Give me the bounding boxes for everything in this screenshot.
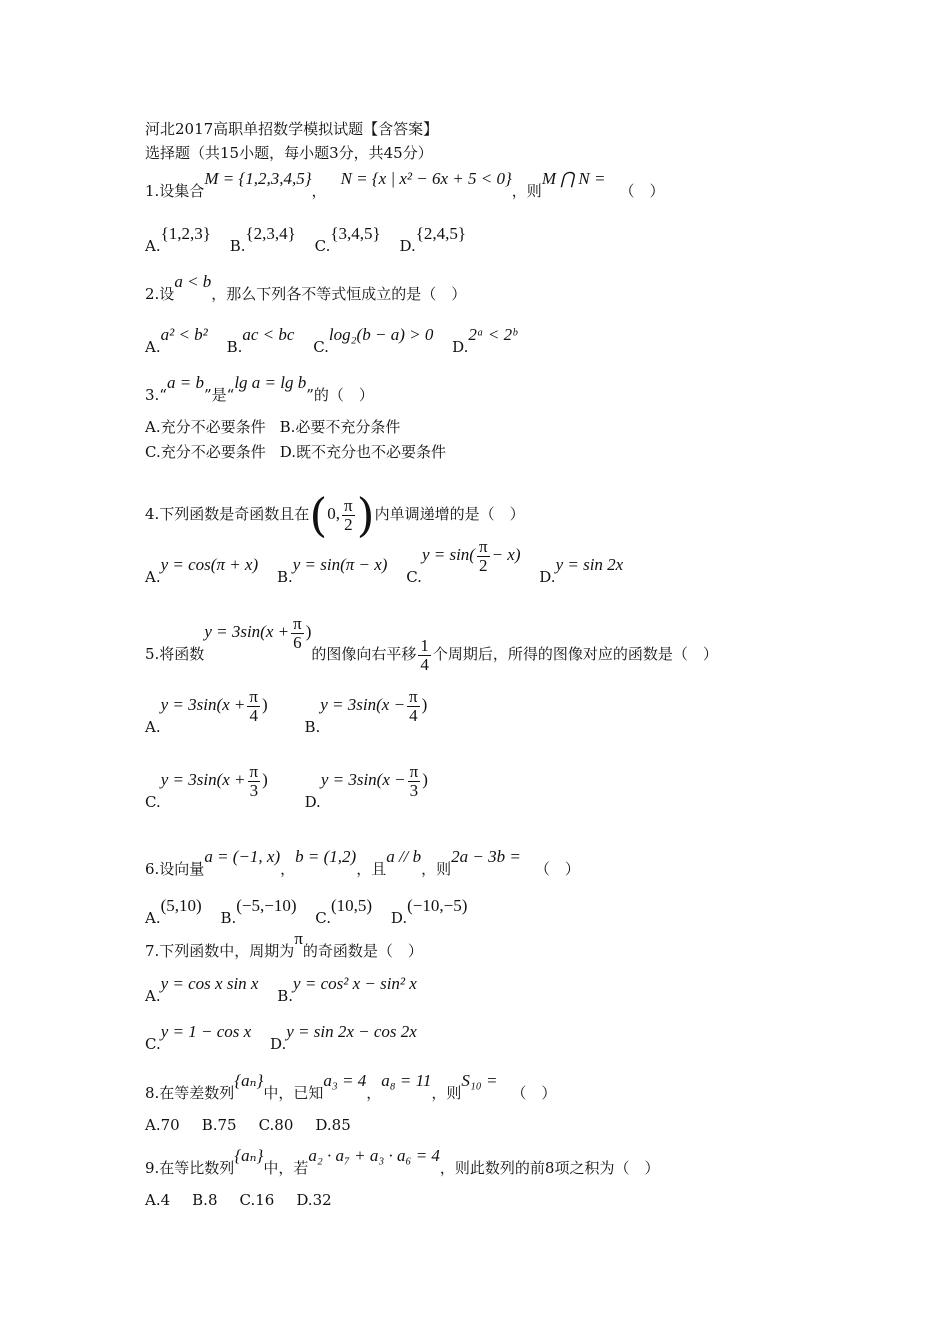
text-questions-4-six: 6: [293, 632, 302, 652]
text-questions-5-sep1: ，: [280, 860, 296, 878]
text-questions-5-options-6: D.: [390, 909, 408, 927]
text-questions-5-tail: （ ）: [534, 860, 580, 878]
text-questions-4-tail: 个周期后，所得的图像对应的函数是（ ）: [432, 645, 718, 663]
text-questions-4-m1b: ): [305, 622, 312, 641]
text-questions-1-m1: a < b: [174, 272, 212, 291]
text-questions-2-options-2: C.充分不必要条件: [145, 443, 266, 461]
text-questions-7-prefix: 8.在等差数列: [145, 1084, 235, 1102]
text-questions-3-tail: 内单调递增的是（ ）: [374, 505, 525, 523]
text-questions-7-m2: a₃ = 4: [323, 1071, 367, 1090]
text-questions-7-options-1: B.75: [201, 1116, 237, 1134]
text-questions-7-sep: ，: [366, 1084, 382, 1102]
text-questions-6-m1: π: [294, 929, 303, 948]
document-title: 河北2017高职单招数学模拟试题【含答案】: [145, 120, 439, 138]
text-questions-8-options-1: B.8: [192, 1191, 218, 1209]
question-1: [145, 169, 665, 202]
text-questions-4-options-0-n: π: [249, 686, 258, 706]
text-questions-8-m1: {aₙ}: [234, 1146, 264, 1165]
text-questions-4-pi: π: [293, 613, 302, 633]
text-questions-4-options-0-post: ): [262, 695, 268, 714]
text-questions-5-options-4: C.: [315, 909, 332, 927]
question-3-options-row2: [145, 441, 446, 463]
text-questions-7-options-3: D.85: [315, 1116, 351, 1134]
text-questions-3-pi: π: [344, 495, 353, 515]
question-7: [145, 929, 423, 962]
text-questions-6-tail: 的奇函数是（ ）: [302, 942, 423, 960]
text-questions-7-tail: （ ）: [511, 1084, 557, 1102]
text-questions-3-options-1: y = cos(π + x): [160, 555, 259, 574]
text-questions-1-options-0: A.: [145, 338, 161, 356]
question-6-options: [145, 896, 468, 929]
text-questions-5-options-0: A.: [145, 909, 161, 927]
text-questions-4-options-1-label: B.: [304, 718, 321, 736]
text-questions-8-options-3: D.32: [296, 1191, 332, 1209]
text-questions-3-prefix: 4.下列函数是奇函数且在: [145, 505, 310, 523]
text-questions-1-options-6: D.: [452, 338, 469, 356]
text-questions-5-options-5: (10,5): [331, 896, 373, 915]
text-questions-0-tail: （ ）: [619, 182, 665, 200]
text-questions-5-m4: 2a − 3b =: [451, 847, 521, 866]
text-questions-7-m3: a₈ = 11: [381, 1071, 432, 1090]
question-3-options-row1: [145, 416, 400, 438]
question-8-options: [145, 1114, 351, 1136]
text-questions-7-options-2: C.80: [258, 1116, 294, 1134]
text-questions-3-two: 2: [344, 514, 353, 534]
text-questions-1-tail: ，那么下列各不等式恒成立的是（ ）: [211, 285, 467, 303]
text-questions-5-options-1: (5,10): [160, 896, 202, 915]
text-questions-8-tail: ，则此数列的前8项之积为（ ）: [439, 1159, 660, 1177]
text-questions-1-options-2: B.: [226, 338, 243, 356]
question-6: [145, 847, 580, 880]
text-questions-4-options-3-post: ): [422, 770, 428, 789]
text-questions-4-options-0-label: A.: [145, 718, 161, 736]
text-questions-4-one: 1: [420, 636, 429, 655]
text-questions-8-options-2: C.16: [239, 1191, 275, 1209]
text-questions-5-prefix: 6.设向量: [145, 860, 205, 878]
text-questions-4-options-3-pre: y = 3sin(x −: [320, 770, 406, 789]
text-questions-0-sep2: ，则: [511, 182, 542, 200]
text-questions-3-options-4: C.: [406, 568, 422, 586]
text-questions-1-prefix: 2.设: [145, 285, 175, 303]
text-questions-2-mid: ”是“: [203, 386, 235, 404]
text-questions-2-options-0: A.充分不必要条件: [145, 418, 266, 436]
text-questions-2-m2: lg a = lg b: [234, 373, 307, 392]
text-questions-0-options-6: D.: [399, 237, 416, 255]
text-questions-2-options-3: D.既不充分也不必要条件: [279, 443, 446, 461]
question-4: 4.下列函数是奇函数且在(0, $\frac{\pi}{2}$ )内单调递增的是（ ）: [145, 488, 525, 542]
text-questions-3-options-6: π: [478, 536, 488, 556]
text-questions-5-m1: a = (−1, x): [204, 847, 281, 866]
text-questions-1-options-3: ac < bc: [242, 325, 295, 344]
text-questions-3-options-8: − x): [491, 545, 521, 564]
text-questions-0-m1: M = {1,2,3,4,5}: [204, 169, 312, 188]
text-questions-3-interval_left: 0,: [327, 504, 341, 523]
text-questions-3-options-5: y = sin(: [421, 545, 475, 564]
text-questions-4-options-1-n: π: [409, 686, 418, 706]
text-questions-1-options-1: a² < b²: [160, 325, 208, 344]
text-questions-0-sep1: ，: [311, 182, 327, 200]
text-questions-3-options-7: 2: [479, 555, 488, 575]
text-questions-8-prefix: 9.在等比数列: [145, 1159, 235, 1177]
text-questions-7-m1: {aₙ}: [234, 1071, 264, 1090]
text-questions-6-options-1: y = cos x sin x: [160, 974, 259, 993]
text-questions-3-options-10: y = sin 2x: [555, 555, 624, 574]
text-questions-2-m1: a = b: [166, 373, 204, 392]
text-questions-3-options-0: A.: [145, 568, 161, 586]
text-questions-0-options-2: B.: [229, 237, 246, 255]
text-questions-7-m4: S₁₀ =: [461, 1071, 498, 1090]
text-questions-1-options-4: C.: [313, 338, 329, 356]
text-questions-7-options-0: A.70: [145, 1116, 180, 1134]
text-questions-7-mid1: 中，已知: [263, 1084, 324, 1102]
text-questions-8-m2: a₂ · a₇ + a₃ · a₆ = 4: [308, 1146, 440, 1165]
text-questions-4-options-3-n: π: [409, 761, 419, 781]
text-questions-6-options-5: y = 1 − cos x: [160, 1022, 252, 1041]
text-questions-0-m3: M ⋂ N =: [541, 169, 606, 188]
text-questions-6-options-3: y = cos² x − sin² x: [293, 974, 417, 993]
text-questions-2-tail: ”的（ ）: [306, 386, 374, 404]
text-questions-6-prefix: 7.下列函数中，周期为: [145, 942, 295, 960]
text-questions-0-options-3: {2,3,4}: [245, 224, 296, 243]
text-questions-5-sep3: ，则: [421, 860, 452, 878]
question-5-options-row1: [145, 686, 428, 754]
text-questions-4-options-1-d: 4: [409, 705, 418, 725]
text-questions-1-options-5: log₂(b − a) > 0: [328, 325, 434, 344]
question-7-options-row1: [145, 974, 417, 1007]
text-questions-4-options-0-d: 4: [249, 705, 258, 725]
question-4-options: [145, 536, 624, 604]
question-5: [145, 613, 718, 686]
text-questions-4-four: 4: [420, 655, 429, 674]
text-questions-4-options-2-n: π: [249, 761, 259, 781]
text-questions-0-m2: N = {x | x² − 6x + 5 < 0}: [340, 169, 512, 188]
text-questions-4-options-3-label: D.: [304, 793, 321, 811]
text-questions-4-m1a: y = 3sin(x +: [204, 622, 290, 641]
text-questions-8-mid1: 中，若: [263, 1159, 309, 1177]
text-questions-7-mid2: ，则: [431, 1084, 462, 1102]
question-2-options: [145, 325, 517, 358]
text-questions-0-prefix: 1.设集合: [145, 182, 205, 200]
question-8: [145, 1071, 557, 1104]
text-questions-6-options-2: B.: [277, 987, 294, 1005]
question-9-options: [145, 1189, 332, 1211]
text-questions-3-options-9: D.: [539, 568, 556, 586]
text-questions-5-sep2: ，且: [356, 860, 387, 878]
text-questions-1-options-7: 2ᵃ < 2ᵇ: [468, 325, 517, 344]
section-heading: 选择题（共15小题，每小题3分，共45分）: [145, 144, 433, 162]
question-3: [145, 373, 374, 406]
text-questions-5-m3: a // b: [386, 847, 422, 866]
text-questions-6-options-4: C.: [145, 1035, 161, 1053]
text-questions-4-options-0-pre: y = 3sin(x +: [160, 695, 246, 714]
text-questions-4-options-2-pre: y = 3sin(x +: [160, 770, 246, 789]
text-questions-4-prefix: 5.将函数: [145, 645, 205, 663]
text-questions-2-prefix: 3.“: [145, 386, 167, 404]
text-questions-2-options-1: B.必要不充分条件: [279, 418, 401, 436]
text-questions-5-options-7: (−10,−5): [407, 896, 468, 915]
question-9: [145, 1146, 660, 1179]
text-questions-4-mid: 的图像向右平移: [311, 645, 417, 663]
text-questions-0-options-1: {1,2,3}: [160, 224, 211, 243]
text-questions-4-options-2-post: ): [262, 770, 268, 789]
text-questions-4-options-1-pre: y = 3sin(x −: [320, 695, 406, 714]
question-7-options-row2: [145, 1022, 417, 1055]
text-questions-6-options-0: A.: [145, 987, 161, 1005]
text-questions-4-options-3-d: 3: [409, 780, 419, 800]
text-questions-6-options-6: D.: [269, 1035, 287, 1053]
text-questions-5-m2: b = (1,2): [295, 847, 357, 866]
text-questions-0-options-4: C.: [314, 237, 331, 255]
text-questions-0-options-7: {2,4,5}: [415, 224, 467, 243]
text-questions-5-options-3: (−5,−10): [236, 896, 297, 915]
text-questions-6-options-7: y = sin 2x − cos 2x: [286, 1022, 417, 1041]
text-questions-4-options-1-post: ): [421, 695, 428, 714]
text-questions-4-options-2-label: C.: [145, 793, 161, 811]
text-questions-4-options-2-d: 3: [249, 780, 259, 800]
question-5-options-row2: [145, 761, 428, 829]
text-questions-8-options-0: A.4: [145, 1191, 171, 1209]
question-2: [145, 272, 467, 305]
question-1-options: [145, 224, 467, 257]
text-questions-3-options-3: y = sin(π − x): [292, 555, 388, 574]
text-questions-3-options-2: B.: [276, 568, 293, 586]
text-questions-0-options-5: {3,4,5}: [330, 224, 381, 243]
text-questions-5-options-2: B.: [220, 909, 237, 927]
text-questions-0-options-0: A.: [145, 237, 161, 255]
